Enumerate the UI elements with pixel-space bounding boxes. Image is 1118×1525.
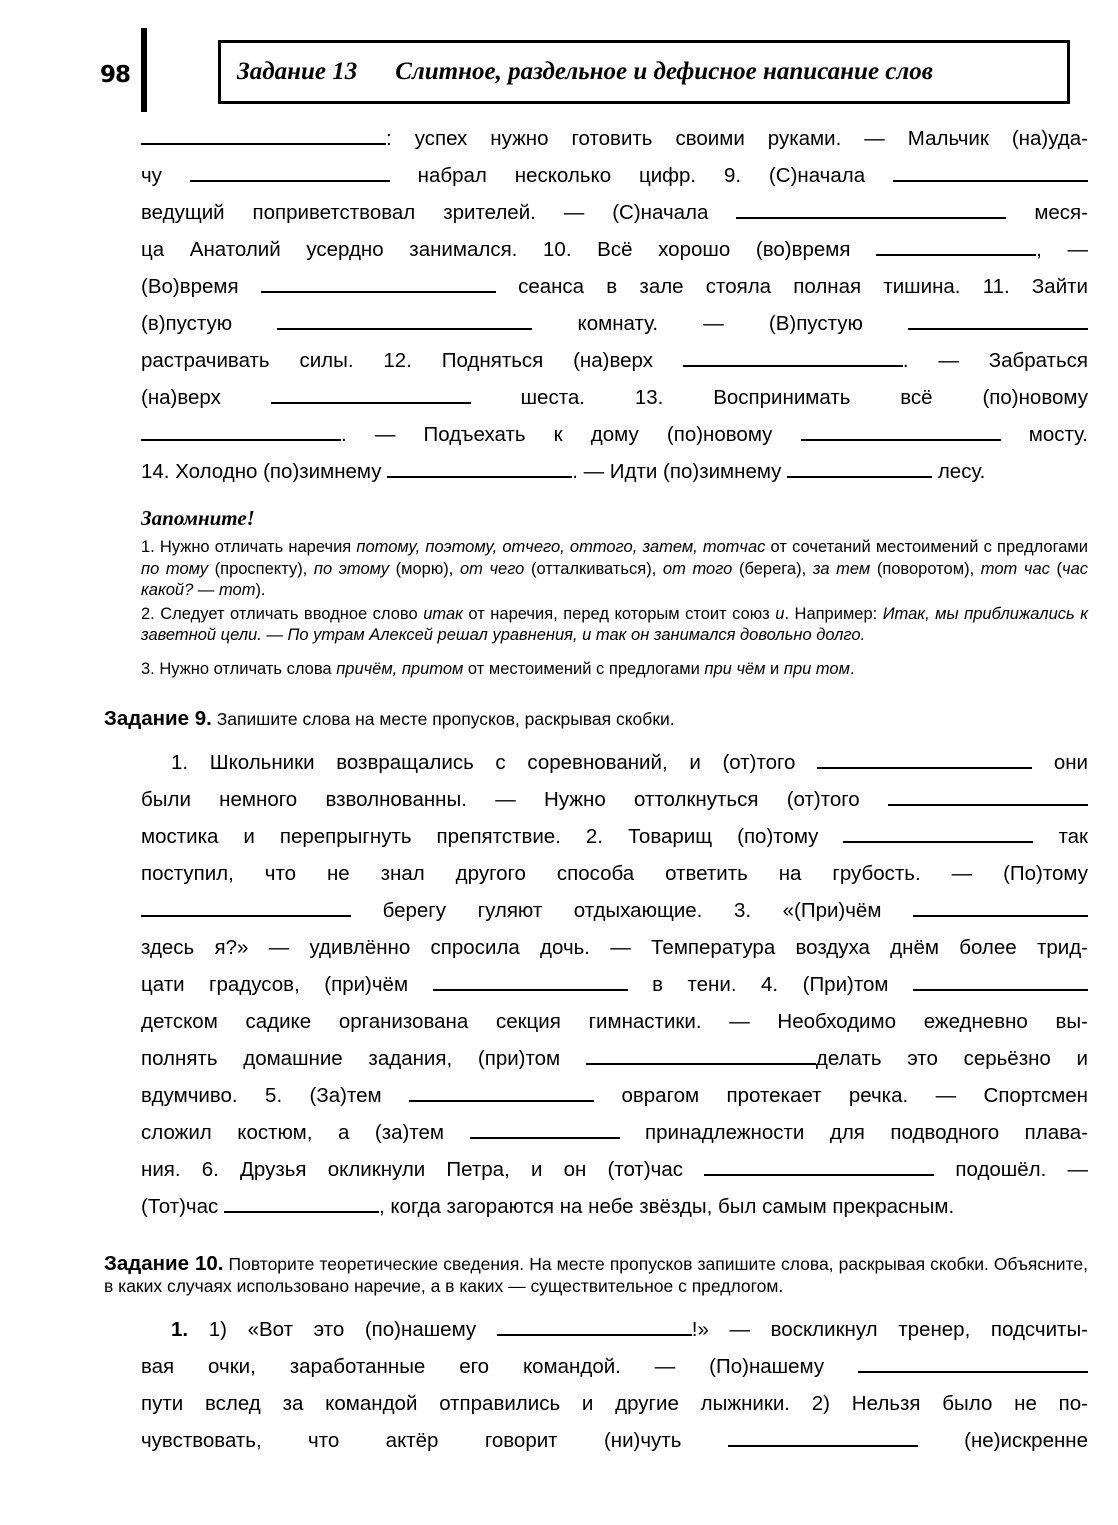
text-line: (в)пустую комнату. — (В)пустую	[141, 305, 1088, 342]
text-line: цати градусов, (при)чём в тени. 4. (При)том	[141, 966, 1088, 1003]
answer-blank[interactable]	[433, 971, 628, 991]
remember-item-2: 2. Следует отличать вводное слово итак от наречия, перед которым стоит союз и. Например: Итак, мы приближались к заветной цели. — По утрам Алексей решал уравнения, и так он занимался довольно долго.	[141, 604, 1088, 644]
answer-blank[interactable]	[704, 1156, 934, 1176]
text-line: были немного взволнованны. — Нужно оттолкнуться (от)того	[141, 781, 1088, 818]
answer-blank[interactable]	[277, 310, 532, 330]
answer-blank[interactable]	[913, 897, 1088, 917]
header-task-label: Задание 13	[237, 58, 358, 85]
text-line: ца Анатолий усердно занимался. 10. Всё хорошо (во)время , —	[141, 238, 1088, 261]
answer-blank[interactable]	[271, 384, 471, 404]
text-line: чу набрал несколько цифр. 9. (С)начала	[141, 157, 1088, 194]
answer-blank[interactable]	[908, 310, 1088, 330]
task-9-body	[141, 744, 1088, 1225]
text-line: (на)верх шеста. 13. Воспринимать всё (по)новому	[141, 386, 1088, 409]
header-vertical-rule	[141, 28, 147, 112]
answer-blank[interactable]	[888, 786, 1088, 806]
answer-blank[interactable]	[470, 1119, 620, 1139]
remember-item-3: 3. Нужно отличать слова причём, притом от местоимений с предлогами при чём и при том.	[141, 659, 855, 678]
answer-blank[interactable]	[409, 1082, 594, 1102]
answer-blank[interactable]	[787, 458, 932, 478]
text-line: 14. Холодно (по)зимнему . — Идти (по)зимнему лесу.	[141, 460, 986, 483]
task-9-heading	[104, 708, 1088, 730]
task-9-label: Задание 9.	[104, 707, 212, 730]
remember-body	[141, 537, 1088, 680]
answer-blank[interactable]	[736, 199, 1006, 219]
task-10-instruction: Повторите теоретические сведения. На месте пропусков запишите слова, раскрывая скобки. Объясните, в каких случаях использовано наречие, а в каких — существительное с предлогом.	[104, 1254, 1088, 1296]
header-title-text: Слитное, раздельное и дефисное написание слов	[395, 58, 933, 85]
text-line: вая очки, заработанные его командой. — (По)нашему	[141, 1348, 1088, 1385]
remember-heading: Запомните!	[141, 506, 255, 530]
text-line: мостика и перепрыгнуть препятствие. 2. Товарищ (по)тому так	[141, 825, 1088, 848]
text-line: чувствовать, что актёр говорит (ни)чуть (не)искренне	[141, 1429, 1089, 1452]
task-10-label: Задание 10.	[104, 1252, 224, 1275]
text-line: (Тот)час , когда загораются на небе звёзды, был самым прекрасным.	[141, 1195, 955, 1218]
answer-blank[interactable]	[683, 347, 903, 367]
answer-blank[interactable]	[913, 971, 1088, 991]
text-line: 1. 1) «Вот это (по)нашему !» — воскликнул тренер, подсчиты-	[171, 1318, 1089, 1341]
text-line: . — Подъехать к дому (по)новому мосту.	[141, 416, 1088, 453]
answer-blank[interactable]	[876, 236, 1036, 256]
exercise-top-block	[141, 120, 1088, 490]
answer-blank[interactable]	[141, 125, 386, 145]
answer-blank[interactable]	[801, 421, 1001, 441]
text-line: берегу гуляют отдыхающие. 3. «(При)чём	[141, 892, 1088, 929]
text-line: детском садике организована секция гимнастики. — Необходимо ежедневно вы-	[141, 1010, 1088, 1033]
answer-blank[interactable]	[190, 162, 390, 182]
task-9-instruction: Запишите слова на месте пропусков, раскрывая скобки.	[216, 709, 675, 729]
task-10-body	[141, 1311, 1088, 1459]
page-header	[0, 0, 1118, 120]
page-content	[0, 120, 1118, 1459]
text-line: 1. Школьники возвращались с соревнований, и (от)того они	[171, 751, 1088, 774]
text-line: пути вслед за командой отправились и другие лыжники. 2) Нельзя было не по-	[141, 1392, 1088, 1415]
answer-blank[interactable]	[858, 1353, 1088, 1373]
answer-blank[interactable]	[728, 1427, 918, 1447]
page-number: 98	[100, 62, 131, 88]
text-line: : успех нужно готовить своими руками. — Мальчик (на)уда-	[141, 120, 1088, 157]
answer-blank[interactable]	[224, 1193, 379, 1213]
text-line: (Во)время сеанса в зале стояла полная тишина. 11. Зайти	[141, 275, 1088, 298]
header-title-box	[218, 40, 1070, 104]
answer-blank[interactable]	[141, 421, 341, 441]
answer-blank[interactable]	[497, 1316, 692, 1336]
text-line: растрачивать силы. 12. Подняться (на)верх . — Забраться	[141, 349, 1089, 372]
task-10-heading	[104, 1253, 1088, 1297]
answer-blank[interactable]	[387, 458, 572, 478]
answer-blank[interactable]	[141, 897, 351, 917]
text-line: сложил костюм, а (за)тем принадлежности для подводного плава-	[141, 1121, 1089, 1144]
text-line: здесь я?» — удивлённо спросила дочь. — Температура воздуха днём более трид-	[141, 936, 1088, 959]
answer-blank[interactable]	[261, 273, 496, 293]
text-line: поступил, что не знал другого способа ответить на грубость. — (По)тому	[141, 862, 1088, 885]
answer-blank[interactable]	[586, 1045, 816, 1065]
text-line: полнять домашние задания, (при)том делать это серьёзно и	[141, 1047, 1089, 1070]
text-line: вдумчиво. 5. (За)тем оврагом протекает речка. — Спортсмен	[141, 1084, 1088, 1107]
answer-blank[interactable]	[893, 162, 1088, 182]
text-line: ведущий поприветствовал зрителей. — (С)начала меся-	[141, 201, 1088, 224]
text-line: ния. 6. Друзья окликнули Петра, и он (тот)час подошёл. —	[141, 1158, 1088, 1181]
answer-blank[interactable]	[843, 823, 1033, 843]
remember-item-1: 1. Нужно отличать наречия потому, поэтому, отчего, оттого, затем, тотчас от сочетаний местоимений с предлогами по тому (проспекту), по этому (морю), от чего (отталкиваться), от того (берега), за тем (поворотом), тот час (час какой? — тот).	[141, 538, 1088, 599]
answer-blank[interactable]	[817, 749, 1032, 769]
